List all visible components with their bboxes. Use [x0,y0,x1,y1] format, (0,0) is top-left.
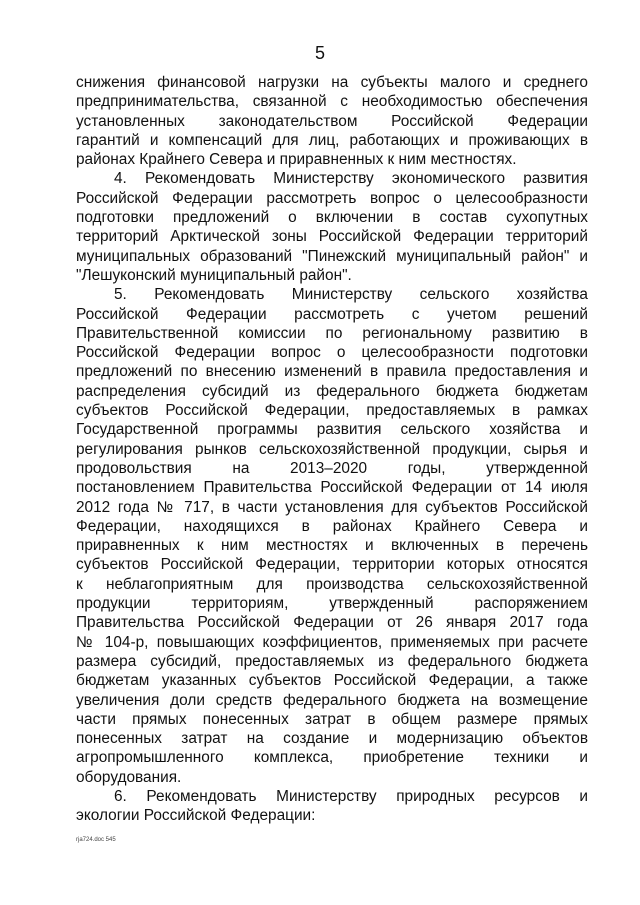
text-line: приравненных к ним местностях и включенных в перечень [76,537,588,555]
text-line: гарантий и компенсаций для лиц, работающих и проживающих в [76,131,588,149]
text-line: Правительственной комиссии по региональному развитию в [76,324,588,342]
text-line: территорий Арктической зоны Российской Федерации территорий [76,228,588,246]
text-line: увеличения доли средств федерального бюджета на возмещение [76,691,588,709]
text-line: 5. Рекомендовать Министерству сельского хозяйства [114,286,588,304]
text-line: регулирования рынков сельскохозяйственной продукции, сырья и [76,440,588,458]
text-line: продукции территориям, утвержденный распоряжением [76,595,588,613]
text-line: предложений по внесению изменений в правила предоставления и [76,363,588,381]
text-line: части прямых понесенных затрат в общем размере прямых [76,710,588,728]
text-line: субъектов Российской Федерации, предоставляемых в рамках [76,402,588,420]
text-line: предпринимательства, связанной с необходимостью обеспечения [76,93,588,111]
text-line: продовольствия на 2013–2020 годы, утвержденной [76,459,588,477]
text-line: Российской Федерации рассмотреть вопрос о целесообразности [76,189,588,207]
text-line: Федерации, находящихся в районах Крайнего Севера и [76,517,588,535]
page-number: 5 [314,43,325,63]
text-line: № 104-р, повышающих коэффициентов, применяемых при расчете [76,633,588,651]
text-line: установленных законодательством Российской Федерации [76,112,588,130]
text-line: "Лешуконский муниципальный район". [76,266,352,284]
text-line: снижения финансовой нагрузки на субъекты малого и среднего [76,74,588,91]
text-line: понесенных затрат на создание и модернизацию объектов [76,730,588,748]
text-line: субъектов Российской Федерации, территории которых относятся [76,556,588,574]
text-line: подготовки предложений о включении в состав сухопутных [76,209,588,227]
text-line: к неблагоприятным для производства сельскохозяйственной [76,575,588,593]
document-footer-code: rja724.doc 545 [76,837,116,843]
text-line: оборудования. [76,768,182,786]
document-body [76,73,588,826]
text-line: 4. Рекомендовать Министерству экономического развития [114,170,588,188]
text-line: агропромышленного комплекса, приобретение техники и [76,749,588,767]
text-line: районах Крайнего Севера и приравненных к ним местностях. [76,151,517,169]
text-line: Российской Федерации рассмотреть с учетом решений [76,305,588,323]
text-line: Государственной программы развития сельского хозяйства и [76,421,588,439]
text-line: Российской Федерации вопрос о целесообразности подготовки [76,344,588,362]
text-line: бюджетам указанных субъектов Российской Федерации, а также [76,672,588,690]
text-line: 6. Рекомендовать Министерству природных ресурсов и [114,787,588,805]
text-line: муниципальных образований "Пинежский муниципальный район" и [76,247,588,265]
text-line: размера субсидий, предоставляемых из федерального бюджета [76,652,588,670]
text-line: 2012 года № 717, в части установления для субъектов Российской [76,498,588,516]
text-line: Правительства Российской Федерации от 26 января 2017 года [76,614,588,632]
text-line: постановлением Правительства Российской Федерации от 14 июля [76,479,588,497]
text-line: распределения субсидий из федерального бюджета бюджетам [76,382,588,400]
text-line: экологии Российской Федерации: [76,807,316,825]
